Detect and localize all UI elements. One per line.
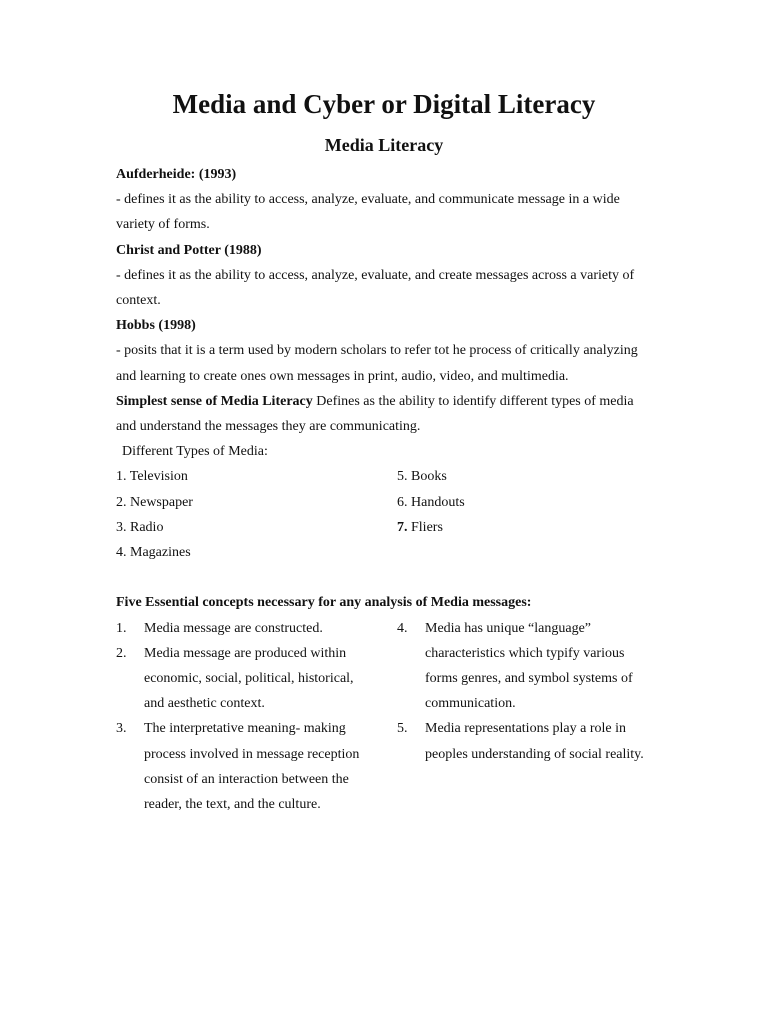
media-type-7-number: 7. [397, 519, 408, 535]
concept-text-2: Media message are produced within economic, social, political, historical, and aesthetic context. [144, 645, 354, 712]
concept-text-5: Media representations play a role in peoples understanding of social reality. [425, 721, 644, 762]
list-item [397, 716, 656, 766]
section-title: Media Literacy [324, 135, 444, 155]
media-type-empty [397, 540, 656, 565]
list-item [116, 464, 656, 489]
media-type-3: 3. Radio [116, 519, 164, 535]
definition-author-1: Aufderheide: (1993) [116, 167, 237, 182]
simplest-sense-paragraph [116, 389, 656, 439]
media-type-6 [397, 490, 656, 515]
list-item [116, 540, 656, 565]
simplest-sense-label: Simplest sense of Media Literacy [116, 393, 313, 409]
media-type-1: 1. Television [116, 469, 188, 485]
document-body [116, 162, 656, 817]
media-type-4: 4. Magazines [116, 545, 191, 561]
media-type-7 [397, 515, 656, 540]
list-item [116, 616, 386, 641]
concept-number-5: 5. [397, 721, 408, 737]
list-item [116, 716, 386, 817]
concept-text-4: Media has unique “language” characteristics which typify various forms genres, and symbol systems of communication. [425, 620, 633, 712]
list-item [116, 490, 656, 515]
page-title: Media and Cyber or Digital Literacy [172, 89, 596, 119]
concepts-heading: Five Essential concepts necessary for any analysis of Media messages: [116, 595, 532, 611]
list-item [116, 641, 386, 717]
concepts-list [116, 616, 656, 818]
media-type-7-label: Fliers [407, 519, 443, 535]
concept-number-4: 4. [397, 620, 408, 636]
spacer [116, 565, 656, 590]
media-type-2: 2. Newspaper [116, 494, 193, 510]
concepts-column-left [116, 616, 386, 818]
concept-number-2: 2. [116, 645, 127, 661]
simplest-sense-text: Defines as the ability to identify different types of media and understand the messages they are communicating. [116, 393, 634, 435]
media-types-heading: Different Types of Media: [122, 444, 268, 460]
list-item [116, 515, 656, 540]
concept-number-3: 3. [116, 721, 127, 737]
definition-text-2: - defines it as the ability to access, analyze, evaluate, and create messages across a variety of context. [116, 267, 635, 309]
definition-author-2: Christ and Potter (1988) [116, 242, 262, 258]
media-types-list [116, 464, 656, 565]
definition-author-3: Hobbs (1998) [116, 318, 196, 334]
media-type-5-label: Books [407, 469, 447, 485]
list-item [397, 616, 656, 717]
concept-text-1: Media message are constructed. [144, 620, 323, 636]
media-type-6-number: 6. [397, 494, 408, 510]
concept-number-1: 1. [116, 620, 127, 636]
concept-text-3: The interpretative meaning- making process involved in message reception consist of an interaction between the reader, the text, and the culture. [144, 721, 360, 813]
media-type-5 [397, 464, 656, 489]
media-type-6-label: Handouts [407, 494, 465, 510]
definition-text-1: - defines it as the ability to access, analyze, evaluate, and communicate message in a wide variety of forms. [116, 192, 620, 233]
definition-text-3: - posits that it is a term used by modern scholars to refer tot he process of critically analyzing and learning to create ones own messages in print, audio, video, and multimedia. [116, 343, 638, 384]
concepts-column-right [386, 616, 656, 818]
media-type-5-number: 5. [397, 469, 408, 485]
